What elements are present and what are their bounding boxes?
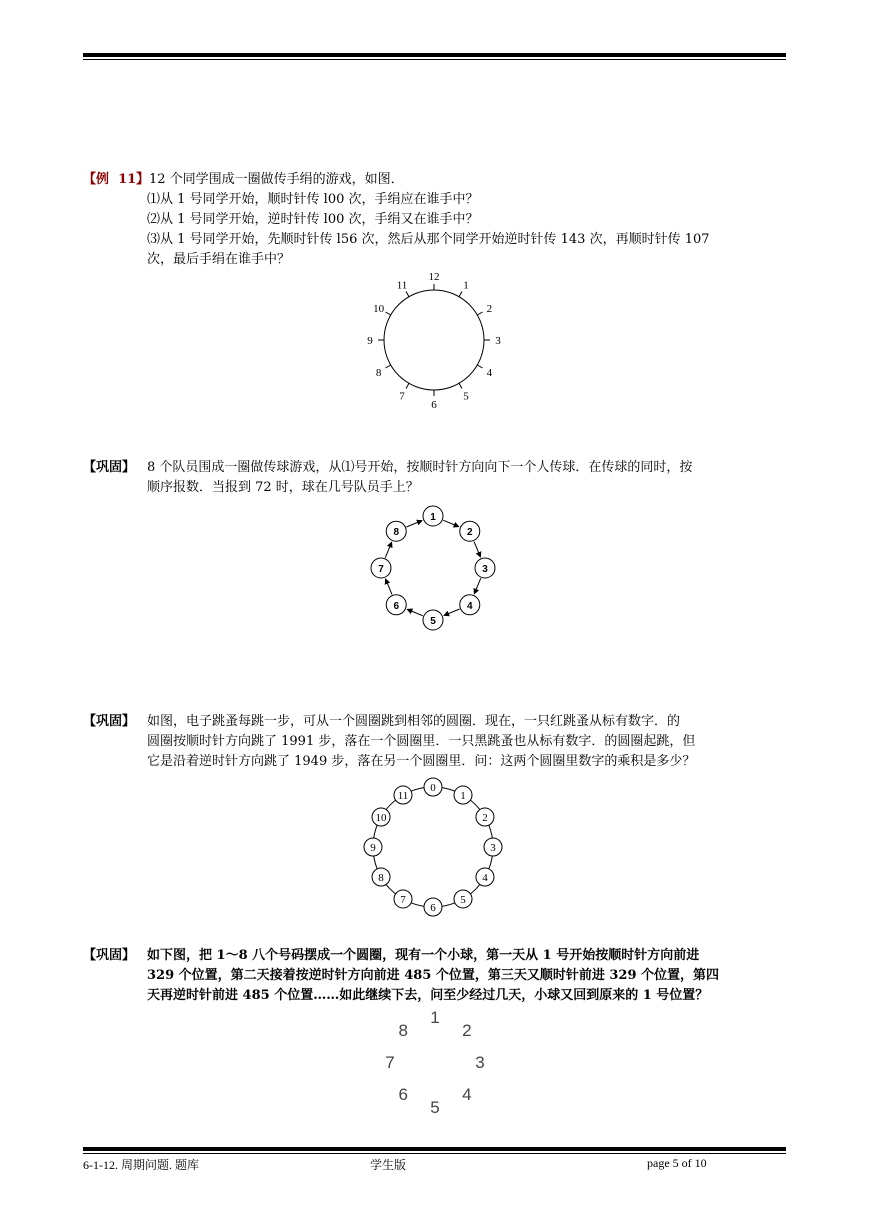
footer-source: 6-1-12. 周期问题. 题库 [83, 1158, 199, 1172]
practice-tag: 【巩固】 [83, 714, 136, 729]
pass-arrow [474, 578, 480, 594]
pass-arrow [444, 609, 460, 615]
clock-diagram [360, 270, 510, 410]
clock-label: 3 [495, 335, 501, 347]
pass-arrow [407, 609, 423, 615]
player-label: 5 [430, 616, 436, 627]
footer-rule [83, 1147, 786, 1151]
ring-node-label: 5 [460, 893, 466, 906]
clock-label: 6 [431, 399, 437, 410]
player-label: 6 [393, 600, 400, 612]
ring-node-label: 4 [482, 872, 488, 884]
ring-node-label: 8 [378, 872, 384, 884]
practice-3-line-2: 329 个位置，第二天接着按逆时针方向前进 485 个位置，第三天又顺时针前进 329 个位置，第四 [147, 968, 720, 983]
question-3-line-2: 次，最后手绢在谁手中？ [147, 252, 291, 267]
clock-label: 9 [367, 335, 373, 347]
ring-number: 4 [462, 1084, 472, 1104]
number-ring-diagram [360, 1004, 510, 1129]
pass-arrow [443, 520, 459, 526]
clock-tick [459, 383, 462, 388]
player-label: 3 [482, 564, 488, 575]
practice-2-line-1: 如图，电子跳蚤每跳一步，可从一个圆圈跳到相邻的圆圈．现在，一只红跳蚤从标有数字．的 [147, 714, 681, 729]
practice-3-line-1: 如下图，把 1～8 八个号码摆成一个圆圈，现有一个小球，第一天从 1 号开始按顺时针方向前进 [147, 948, 700, 963]
ring-node-label: 7 [400, 893, 406, 906]
example-tag: 【例 11】 [83, 172, 150, 187]
example-intro: 12 个同学围成一圈做传手绢的游戏，如图． [149, 172, 404, 187]
ring-node-label: 1 [460, 790, 466, 803]
pass-arrow [386, 579, 392, 595]
clock-label: 1 [463, 279, 469, 292]
example-11 [83, 170, 786, 270]
ring-node-label: 3 [490, 842, 496, 854]
ring-node-label: 2 [482, 812, 488, 824]
practice-3-line-3: 天再逆时针前进 485 个位置……如此继续下去，问至少经过几天，小球又回到原来的 1 号位置？ [147, 988, 709, 1003]
ring-outline [373, 787, 493, 907]
practice-2-line-2: 圆圈按顺时针方向跳了 1991 步，落在一个圆圈里．一只黑跳蚤也从标有数字．的圆圈起跳，但 [147, 734, 696, 749]
ring-node-label: 0 [430, 782, 436, 794]
player-label: 7 [378, 564, 384, 575]
twelve-node-diagram [355, 775, 515, 920]
ring-number: 2 [462, 1021, 472, 1041]
ring-node-label: 9 [370, 842, 376, 854]
clock-label: 8 [375, 367, 382, 379]
question-2: ⑵从 1 号同学开始，逆时针传 l00 次，手绢又在谁手中？ [147, 212, 479, 227]
footer-edition: 学生版 [370, 1158, 407, 1172]
clock-tick [406, 383, 409, 388]
pass-arrow [385, 542, 391, 558]
clock-tick [459, 292, 462, 297]
clock-tick [477, 312, 482, 315]
practice-2-line-3: 它是沿着逆时针方向跳了 1949 步，落在另一个圆圈里．问：这两个圆圈里数字的乘积是多少？ [147, 754, 696, 769]
clock-tick [477, 365, 482, 368]
player-label: 2 [466, 527, 473, 539]
clock-tick [386, 365, 391, 368]
ring-number: 8 [398, 1021, 408, 1041]
ring-number: 6 [398, 1084, 408, 1104]
pass-arrow [406, 521, 422, 527]
pass-arrow [474, 541, 480, 557]
practice-1 [83, 458, 786, 498]
clock-label: 2 [486, 303, 493, 315]
clock-tick [386, 312, 391, 315]
clock-tick [406, 292, 409, 297]
eight-node-diagram [355, 498, 515, 638]
footer-page-number: page 5 of 10 [647, 1156, 707, 1170]
ring-number: 7 [385, 1053, 395, 1072]
practice-1-line-1: 8 个队员围成一圈做传球游戏，从⑴号开始，按顺时针方向向下一个人传球．在传球的同时，按 [147, 460, 693, 475]
ring-number: 5 [430, 1098, 440, 1117]
ring-node-label: 11 [397, 790, 409, 803]
player-label: 4 [466, 600, 473, 612]
clock-label: 4 [486, 367, 493, 379]
header-rule [83, 53, 786, 57]
practice-3 [83, 946, 786, 1006]
header-rule-thin [83, 59, 786, 60]
clock-label: 5 [463, 390, 469, 403]
clock-label: 7 [399, 390, 405, 403]
practice-1-line-2: 顺序报数．当报到 72 时，球在几号队员手上？ [147, 480, 419, 495]
practice-tag: 【巩固】 [83, 948, 136, 963]
practice-2 [83, 712, 786, 772]
clock-label: 12 [428, 271, 440, 283]
practice-tag: 【巩固】 [83, 460, 136, 475]
question-3-line-1: ⑶从 1 号同学开始，先顺时针传 l56 次，然后从那个同学开始逆时针传 143 次，再顺时针传 107 [147, 232, 710, 247]
clock-label: 10 [373, 303, 385, 315]
ring-node-label: 6 [430, 902, 436, 914]
player-label: 8 [393, 527, 400, 539]
ring-node-label: 10 [375, 812, 387, 824]
footer-rule-thin [83, 1153, 786, 1154]
ring-number: 3 [475, 1053, 485, 1072]
ring-number: 1 [430, 1008, 440, 1027]
clock-label: 11 [396, 279, 408, 292]
player-label: 1 [430, 512, 436, 523]
question-1: ⑴从 1 号同学开始，顺时针传 l00 次，手绢应在谁手中？ [147, 192, 479, 207]
